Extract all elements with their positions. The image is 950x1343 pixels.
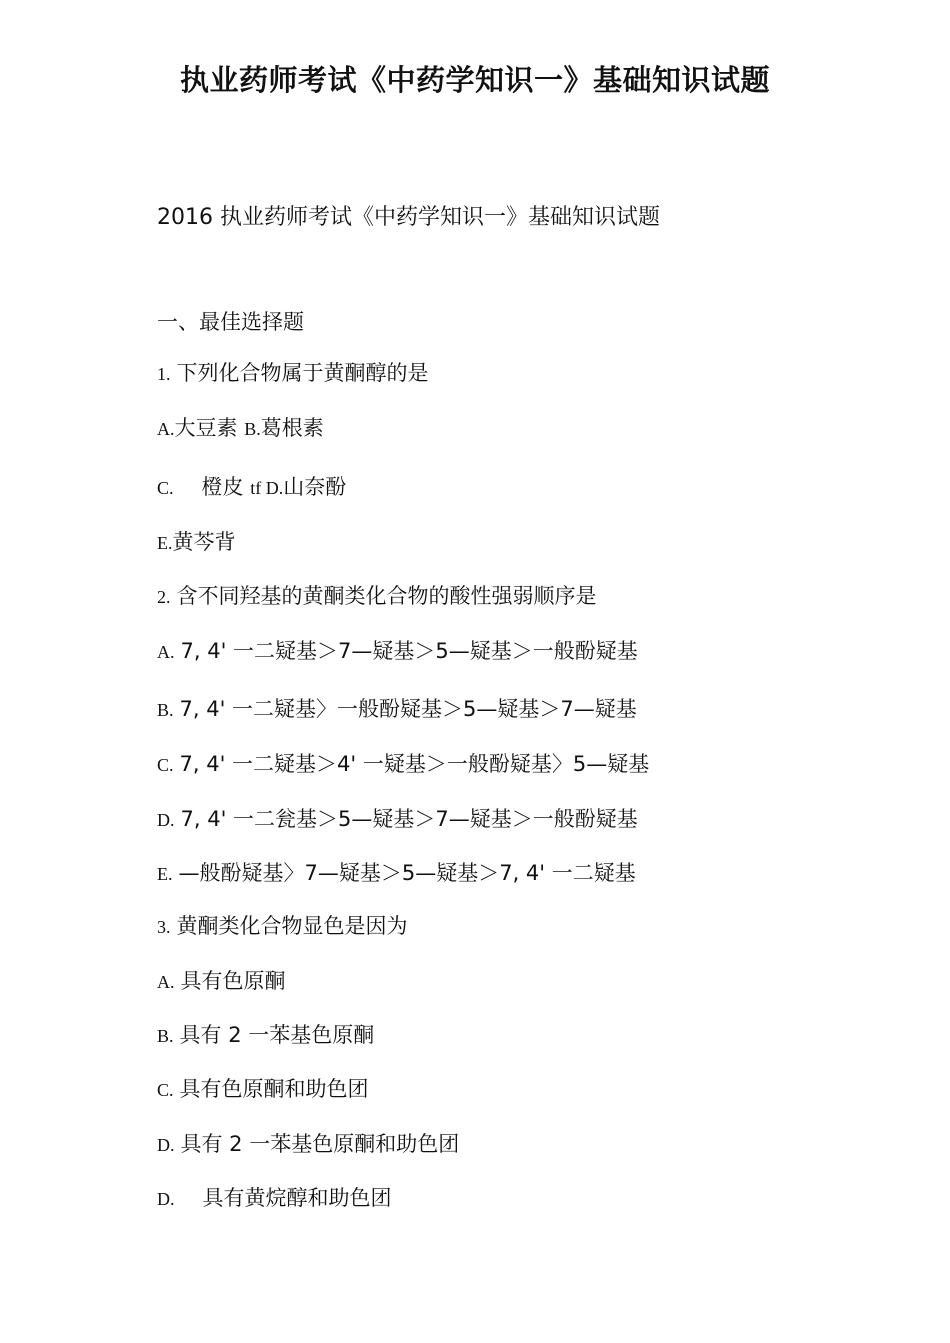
option-label: D.: [157, 1189, 175, 1209]
option-line: [157, 471, 346, 501]
option-label: D.: [157, 1135, 175, 1155]
option-line: [157, 965, 286, 995]
option-line: [157, 748, 649, 778]
section-heading: 一、最佳选择题: [157, 310, 304, 334]
question-2: [157, 580, 597, 610]
option-label: E.: [157, 864, 173, 884]
question-number: 3.: [157, 917, 171, 937]
option-line: [157, 1128, 459, 1158]
option-label: C.: [157, 755, 174, 775]
document-subtitle: 2016 执业药师考试《中药学知识一》基础知识试题: [157, 205, 660, 230]
option-line: [157, 412, 324, 442]
option-label: tf D.: [250, 478, 284, 498]
option-line: [157, 526, 236, 556]
option-label: A.: [157, 642, 175, 662]
option-line: [157, 1182, 392, 1212]
option-text: 具有 2 一苯基色原酮和助色团: [180, 1132, 460, 1156]
option-text: 7, 4' 一二疑基＞4' 一疑基＞一般酚疑基〉5—疑基: [179, 752, 650, 776]
option-label: B.: [157, 1026, 174, 1046]
option-line: [157, 693, 637, 723]
option-label: B.: [157, 700, 174, 720]
option-text: 山奈酚: [283, 475, 347, 499]
option-label: E.: [157, 533, 173, 553]
option-label: A.: [157, 419, 175, 439]
option-text: 7, 4' 一二瓮基＞5—疑基＞7—疑基＞一般酚疑基: [180, 807, 638, 831]
document-title: 执业药师考试《中药学知识一》基础知识试题: [179, 63, 770, 97]
option-label: B.: [244, 419, 261, 439]
option-text: —般酚疑基〉7—疑基＞5—疑基＞7, 4' 一二疑基: [178, 861, 636, 885]
question-1: [157, 357, 429, 387]
option-text: 葛根素: [260, 416, 324, 440]
question-text: 黄酮类化合物显色是因为: [176, 914, 408, 938]
option-text: 具有色原酮: [180, 969, 286, 993]
option-text: 7, 4' 一二疑基〉一般酚疑基＞5—疑基＞7—疑基: [179, 697, 637, 721]
option-label: D.: [157, 810, 175, 830]
question-number: 1.: [157, 364, 171, 384]
option-label: C.: [157, 1080, 174, 1100]
option-text: 具有黄烷醇和助色团: [202, 1186, 392, 1210]
option-label: C.: [157, 478, 174, 498]
option-line: [157, 857, 636, 887]
option-line: [157, 803, 638, 833]
question-text: 下列化合物属于黄酮醇的是: [176, 361, 429, 385]
question-3: [157, 910, 408, 940]
option-text: 具有色原酮和助色团: [179, 1077, 369, 1101]
option-line: [157, 1073, 369, 1103]
question-text: 含不同羟基的黄酮类化合物的酸性强弱顺序是: [176, 584, 597, 608]
question-number: 2.: [157, 587, 171, 607]
option-label: A.: [157, 972, 175, 992]
option-text: 具有 2 一苯基色原酮: [179, 1023, 375, 1047]
option-line: [157, 1019, 374, 1049]
option-text: 7, 4' 一二疑基＞7—疑基＞5—疑基＞一般酚疑基: [180, 639, 638, 663]
option-text: 黄芩背: [172, 530, 236, 554]
option-text: 橙皮: [201, 475, 244, 499]
option-line: [157, 635, 638, 665]
option-text: 大豆素: [174, 416, 238, 440]
